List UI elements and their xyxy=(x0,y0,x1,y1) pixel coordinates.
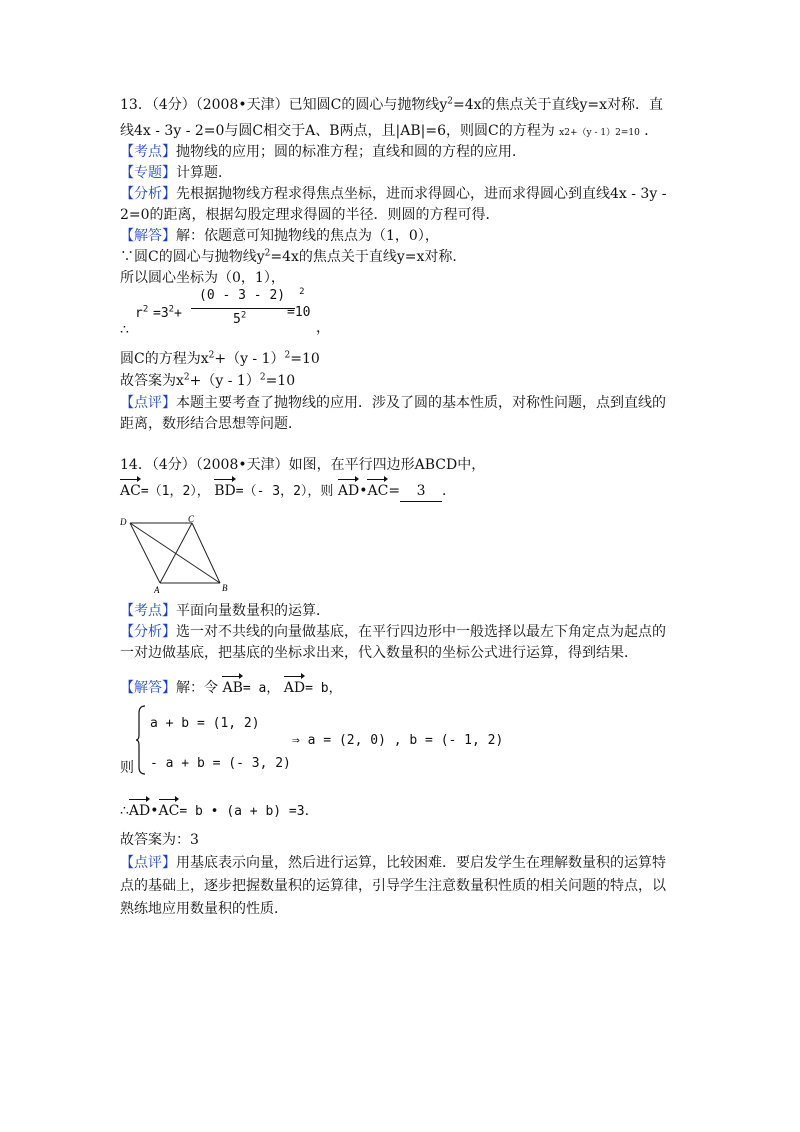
q14-ze: 则 xyxy=(120,760,134,776)
diagonal-ac xyxy=(160,523,192,583)
q13-comma: ， xyxy=(316,320,330,336)
q13-therefore: ∴ xyxy=(120,322,129,338)
q14-fenxi-1: 【分析】选一对不共线的向量做基底，在平行四边形中一般选择以最左下角定点为起点的 xyxy=(120,624,666,640)
q13-zhuanti: 【专题】计算题． xyxy=(120,165,232,181)
q14-given: AC=（1，2）， BD=（- 3，2），则 AD•AC= 3 ． xyxy=(120,481,456,502)
q13-answer: x2+（y - 1）2=10 xyxy=(559,128,640,138)
q13-center: 所以圆心坐标为（0，1）， xyxy=(120,270,285,286)
system-solution: ⇒ a = (2, 0) , b = (- 1, 2) xyxy=(292,733,504,748)
label-c: C xyxy=(188,515,195,524)
q14-dianping-3: 熟练地应用数量积的性质． xyxy=(120,901,288,917)
q13-header: 13．（4分）（2008•天津）已知圆C的圆心与抛物线$y^2=4x$的焦点关于直线y=x对称．直 xyxy=(120,96,664,113)
q14-header: 14．（4分）（2008•天津）如图，在平行四边形ABCD中， xyxy=(120,457,486,473)
vector-ac-2: AC xyxy=(367,483,389,499)
q13-jieda: 【解答】解：依题意可知抛物线的焦点为（1，0）， xyxy=(120,228,439,244)
q13-radius-formula: $r^2$ $=3^2+$ (0 - 3 - 2) $^2$ $5^2$ =10 xyxy=(135,286,311,327)
system-brace xyxy=(136,705,146,775)
q14-result: ∴AD•AC= b • (a + b) =3. xyxy=(120,803,310,819)
q14-answer: 3 xyxy=(400,481,442,502)
q13-dianping-1: 【点评】本题主要考查了抛物线的应用．涉及了圆的基本性质，对称性问题，点到直线的 xyxy=(120,395,666,411)
q13-final: 故答案为$x^2+(y - 1)^2=10$ xyxy=(120,372,296,389)
system-eq-1: a + b = (1, 2) xyxy=(150,716,260,731)
vector-ad-b: AD xyxy=(283,680,306,696)
q13-fenxi-1: 【分析】先根据抛物线方程求得焦点坐标，进而求得圆心，进而求得圆心到直线4x - 3y - xyxy=(120,186,667,202)
system-eq-2: - a + b = (- 3, 2) xyxy=(150,756,291,771)
q14-dianping-1: 【点评】用基底表示向量，然后进行运算，比较困难．要启发学生在理解数量积的运算特 xyxy=(120,855,666,871)
parallelogram-figure xyxy=(120,515,240,595)
q13-dianping-2: 距离，数形结合思想等问题． xyxy=(120,416,302,432)
q13-line2: 线4x - 3y - 2=0与圆C相交于A、B两点，且|AB|=6，则圆C的方程为 x2+（y - 1）2=10 ． xyxy=(120,123,659,139)
q13-equation: 圆C的方程为$x^2+(y - 1)^2=10$ xyxy=(120,350,320,367)
q13-kaodian: 【考点】抛物线的应用；圆的标准方程；直线和圆的方程的应用． xyxy=(120,144,526,160)
label-d: D xyxy=(120,517,127,527)
label-a: A xyxy=(154,585,160,595)
vector-ac-r: AC xyxy=(158,803,180,819)
q14-fenxi-2: 一对边做基底，把基底的坐标求出来，代入数量积的坐标公式进行运算，得到结果． xyxy=(120,645,638,661)
vector-ac: AC xyxy=(120,483,141,499)
vector-bd: BD xyxy=(214,483,236,499)
edge-ad xyxy=(130,523,160,583)
q14-jieda: 【解答】解：令 AB= a， AD= b， xyxy=(120,680,342,696)
q13-because: ∵圆C的圆心与抛物线$y^2=4x$的焦点关于直线y=x对称． xyxy=(120,248,467,265)
vector-ad-r: AD xyxy=(128,803,151,819)
q14-kaodian: 【考点】平面向量数量积的运算． xyxy=(120,603,330,619)
vector-ad: AD xyxy=(337,483,360,499)
q13-fenxi-2: 2=0的距离，根据勾股定理求得圆的半径．则圆的方程可得． xyxy=(120,207,500,223)
q14-final: 故答案为：3 xyxy=(120,832,199,848)
vector-ab: AB xyxy=(222,680,243,696)
q14-dianping-2: 点的基础上，逐步把握数量积的运算律，引导学生注意数量积性质的相关问题的特点，以 xyxy=(120,878,666,894)
label-b: B xyxy=(222,583,228,593)
